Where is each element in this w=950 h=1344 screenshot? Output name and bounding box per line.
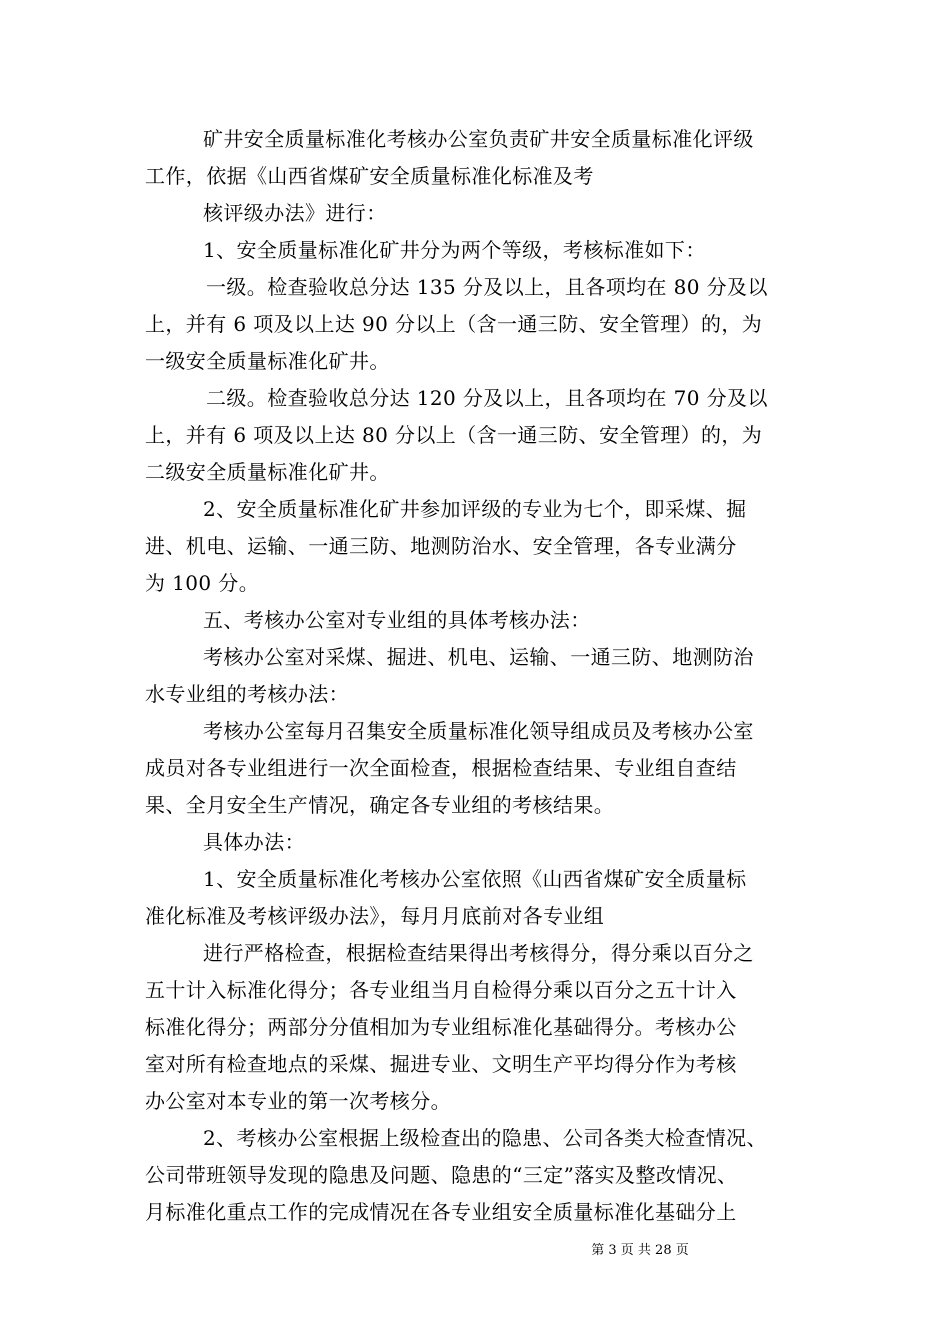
text-line: 准化标准及考核评级办法》，每月月底前对各专业组 xyxy=(145,904,605,928)
text-line: 标准化得分；两部分分值相加为专业组标准化基础得分。考核办公 xyxy=(145,1015,737,1039)
text-line: 考核办公室对采煤、掘进、机电、运输、一通三防、地测防治 xyxy=(203,645,754,669)
text-line: 室对所有检查地点的采煤、掘进专业、文明生产平均得分作为考核 xyxy=(145,1052,737,1076)
text-line: 2、安全质量标准化矿井参加评级的专业为七个，即采煤、掘 xyxy=(203,497,747,521)
text-line: 进、机电、运输、一通三防、地测防治水、安全管理，各专业满分 xyxy=(145,534,737,558)
page-number: 第 3 页 共 28 页 xyxy=(591,1243,689,1258)
text-line: 月标准化重点工作的完成情况在各专业组安全质量标准化基础分上 xyxy=(145,1200,737,1224)
text-line: 五、考核办公室对专业组的具体考核办法： xyxy=(203,608,591,632)
text-line: 1、安全质量标准化矿井分为两个等级，考核标准如下： xyxy=(203,238,706,262)
text-line: 具体办法： xyxy=(203,830,305,854)
text-line: 果、全月安全生产情况，确定各专业组的考核结果。 xyxy=(145,793,615,817)
text-line: 上，并有 6 项及以上达 90 分以上（含一通三防、安全管理）的，为 xyxy=(145,312,763,336)
text-line: 工作，依据《山西省煤矿安全质量标准化标准及考 xyxy=(145,164,594,188)
text-line: 矿井安全质量标准化考核办公室负责矿井安全质量标准化评级 xyxy=(203,127,754,151)
text-line: 二级安全质量标准化矿井。 xyxy=(145,460,390,484)
text-line: 一级。检查验收总分达 135 分及以上，且各项均在 80 分及以 xyxy=(206,275,768,299)
text-line: 办公室对本专业的第一次考核分。 xyxy=(145,1089,451,1113)
text-line: 为 100 分。 xyxy=(145,571,260,595)
text-line: 核评级办法》进行： xyxy=(203,201,387,225)
text-line: 水专业组的考核办法： xyxy=(145,682,349,706)
text-line: 1、安全质量标准化考核办公室依照《山西省煤矿安全质量标 xyxy=(203,867,747,891)
text-line: 公司带班领导发现的隐患及问题、隐患的“三定”落实及整改情况、 xyxy=(145,1163,738,1187)
text-line: 二级。检查验收总分达 120 分及以上，且各项均在 70 分及以 xyxy=(206,386,768,410)
text-line: 上，并有 6 项及以上达 80 分以上（含一通三防、安全管理）的，为 xyxy=(145,423,763,447)
text-line: 进行严格检查，根据检查结果得出考核得分，得分乘以百分之 xyxy=(203,941,754,965)
text-line: 一级安全质量标准化矿井。 xyxy=(145,349,390,373)
text-line: 五十计入标准化得分；各专业组当月自检得分乘以百分之五十计入 xyxy=(145,978,737,1002)
text-line: 考核办公室每月召集安全质量标准化领导组成员及考核办公室 xyxy=(203,719,754,743)
text-line: 2、考核办公室根据上级检查出的隐患、公司各类大检查情况、 xyxy=(203,1126,767,1150)
body-text xyxy=(145,121,815,1231)
text-line: 成员对各专业组进行一次全面检查，根据检查结果、专业组自查结 xyxy=(145,756,737,780)
